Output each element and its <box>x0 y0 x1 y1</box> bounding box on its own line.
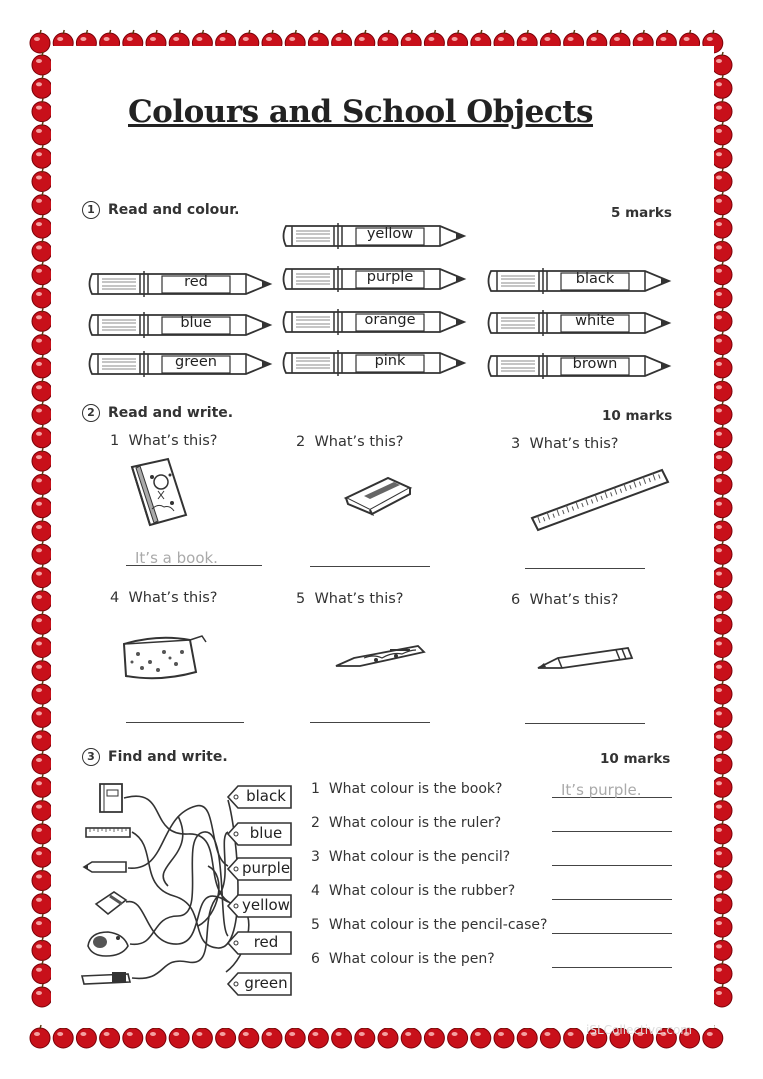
apple-icon <box>32 145 52 168</box>
tag-blue <box>226 821 294 847</box>
apple-icon <box>76 1025 96 1048</box>
question-number: 3 <box>311 849 320 865</box>
section-number: 2 <box>82 404 100 422</box>
apple-icon <box>32 611 52 634</box>
apple-icon <box>712 425 732 448</box>
apple-icon <box>32 192 52 215</box>
crayon-label: blue <box>180 315 212 331</box>
apple-icon <box>32 332 52 355</box>
find-question-4 <box>311 883 515 899</box>
tag-green <box>226 971 294 997</box>
apple-icon <box>712 565 732 588</box>
pen-icon <box>82 972 130 984</box>
apple-icon <box>712 728 732 751</box>
apple-icon <box>32 518 52 541</box>
apple-icon <box>712 541 732 564</box>
apple-icon <box>712 169 732 192</box>
apple-icon <box>712 914 732 937</box>
apple-icon <box>216 1025 236 1048</box>
apple-icon <box>712 262 732 285</box>
apple-icon <box>32 914 52 937</box>
apple-icon <box>32 798 52 821</box>
apple-icon <box>146 1025 166 1048</box>
watermark: iSLCollective.com <box>586 1023 692 1037</box>
q6-question: 6 What’s this? <box>511 592 619 608</box>
pencil-case-icon <box>88 932 128 956</box>
apple-icon <box>712 495 732 518</box>
question-text: What colour is the book? <box>328 781 503 797</box>
crayon-label: orange <box>364 312 416 328</box>
apple-icon <box>712 378 732 401</box>
apple-icon <box>32 402 52 425</box>
apple-icon <box>517 1025 537 1048</box>
apple-icon <box>32 728 52 751</box>
q1-sample-answer: It’s a book. <box>135 549 218 567</box>
crayon-label: white <box>575 313 615 329</box>
tag-red <box>226 930 294 956</box>
apple-icon <box>32 704 52 727</box>
q3-question: 3 What’s this? <box>511 436 619 452</box>
section-1-title: Read and colour. <box>108 202 240 218</box>
find-answer-line-2[interactable] <box>552 831 672 832</box>
apple-icon <box>540 1025 560 1048</box>
q3-answer-line[interactable] <box>525 568 645 569</box>
apple-icon <box>712 308 732 331</box>
apple-icon <box>712 984 732 1007</box>
apple-icon <box>32 471 52 494</box>
apple-icon <box>32 75 52 98</box>
find-answer-line-3[interactable] <box>552 865 672 866</box>
apple-icon <box>712 402 732 425</box>
apple-icon <box>308 1025 328 1048</box>
apple-icon <box>32 844 52 867</box>
apple-icon <box>192 1025 212 1048</box>
q6-answer-line[interactable] <box>525 723 645 724</box>
q1-answer-line[interactable] <box>126 565 262 566</box>
crayon-purple[interactable] <box>280 263 470 295</box>
question-text: What colour is the pencil? <box>328 849 511 865</box>
apple-icon <box>32 52 52 75</box>
crayon-yellow[interactable] <box>280 220 470 252</box>
apple-icon <box>30 1025 50 1048</box>
apple-icon <box>448 1025 468 1048</box>
apple-icon <box>712 122 732 145</box>
apple-icon <box>262 1025 282 1048</box>
apple-icon <box>32 378 52 401</box>
crayon-red[interactable] <box>86 268 276 300</box>
question-number: 5 <box>311 917 320 933</box>
pencil-icon <box>84 862 126 872</box>
apple-icon <box>712 448 732 471</box>
apple-icon <box>53 1025 73 1048</box>
find-question-6 <box>311 951 495 967</box>
apple-icon <box>712 75 732 98</box>
apple-icon <box>285 1025 305 1048</box>
apple-icon <box>712 891 732 914</box>
apple-icon <box>712 192 732 215</box>
q5-question: 5 What’s this? <box>296 591 404 607</box>
apple-icon <box>32 425 52 448</box>
tag-label: black <box>246 787 286 805</box>
section-2-marks: 10 marks <box>602 408 673 424</box>
apple-icon <box>712 937 732 960</box>
question-number: 6 <box>311 951 320 967</box>
section-1-marks: 5 marks <box>611 205 672 221</box>
crayon-label: pink <box>374 353 406 369</box>
apple-icon <box>239 1025 259 1048</box>
apple-icon <box>424 1025 444 1048</box>
section-2-heading <box>82 404 233 422</box>
apple-icon <box>32 774 52 797</box>
crayon-green[interactable] <box>86 348 276 380</box>
crayon-label: black <box>575 271 615 287</box>
book-icon <box>100 784 122 812</box>
apple-icon <box>712 52 732 75</box>
apple-icon <box>378 1025 398 1048</box>
apple-icon <box>703 1025 723 1048</box>
q1-question: 1 What’s this? <box>110 433 218 449</box>
apple-icon <box>32 821 52 844</box>
fq1-sample-answer: It’s purple. <box>561 781 642 799</box>
apple-icon <box>332 1025 352 1048</box>
question-number: 2 <box>311 815 320 831</box>
apple-icon <box>712 658 732 681</box>
apple-icon <box>32 448 52 471</box>
apple-icon <box>564 1025 584 1048</box>
find-answer-line-5[interactable] <box>552 933 672 934</box>
q4-question: 4 What’s this? <box>110 590 218 606</box>
apple-icon <box>712 332 732 355</box>
apple-icon <box>32 262 52 285</box>
apple-icon <box>471 1025 491 1048</box>
apple-icon <box>32 122 52 145</box>
ruler-icon <box>86 828 130 837</box>
ruler-icon <box>530 466 670 534</box>
question-number: 4 <box>311 883 320 899</box>
crayon-label: red <box>184 274 208 290</box>
question-text: What colour is the pencil-case? <box>328 917 548 933</box>
apple-icon <box>401 1025 421 1048</box>
pencil-case-icon <box>118 632 210 682</box>
book-icon <box>128 457 190 529</box>
apple-icon <box>32 238 52 261</box>
apple-icon <box>32 215 52 238</box>
apple-icon <box>494 1025 514 1048</box>
question-number: 1 <box>311 781 320 797</box>
crayon-black[interactable] <box>485 265 675 297</box>
apple-icon <box>32 635 52 658</box>
apple-icon <box>712 704 732 727</box>
apple-icon <box>32 751 52 774</box>
section-number: 3 <box>82 748 100 766</box>
apple-icon <box>32 984 52 1007</box>
crayon-blue[interactable] <box>86 309 276 341</box>
find-question-2 <box>311 815 501 831</box>
apple-icon <box>712 588 732 611</box>
pencil-icon <box>536 646 634 672</box>
section-number: 1 <box>82 201 100 219</box>
section-1-heading <box>82 201 239 219</box>
apple-icon <box>32 495 52 518</box>
apple-icon <box>32 937 52 960</box>
apple-icon <box>712 751 732 774</box>
apple-icon <box>32 588 52 611</box>
question-text: What colour is the rubber? <box>328 883 516 899</box>
tag-black <box>226 784 294 810</box>
apple-icon <box>169 1025 189 1048</box>
q4-answer-line[interactable] <box>126 722 244 723</box>
question-text: What colour is the ruler? <box>328 815 502 831</box>
apple-icon <box>712 518 732 541</box>
apple-icon <box>712 471 732 494</box>
tag-yellow <box>226 893 294 919</box>
tag-label: green <box>244 974 288 992</box>
crayon-label: purple <box>366 269 414 285</box>
crayon-orange[interactable] <box>280 306 470 338</box>
apple-icon <box>712 285 732 308</box>
crayon-brown[interactable] <box>485 350 675 382</box>
apple-icon <box>32 681 52 704</box>
section-2-title: Read and write. <box>108 405 234 421</box>
apple-icon <box>32 891 52 914</box>
tag-label: blue <box>249 824 283 842</box>
apple-icon <box>32 868 52 891</box>
apple-icon <box>32 308 52 331</box>
apple-icon <box>712 238 732 261</box>
q2-answer-line[interactable] <box>310 566 430 567</box>
apple-icon <box>712 215 732 238</box>
apple-icon <box>123 1025 143 1048</box>
section-3-marks: 10 marks <box>600 751 671 767</box>
apple-icon <box>712 145 732 168</box>
apple-icon <box>32 285 52 308</box>
crayon-pink[interactable] <box>280 347 470 379</box>
apple-icon <box>712 844 732 867</box>
crayon-label: yellow <box>366 226 414 242</box>
crayon-label: green <box>175 354 217 370</box>
crayon-label: brown <box>572 356 618 372</box>
apple-icon <box>712 821 732 844</box>
apple-icon <box>32 658 52 681</box>
rubber-icon <box>342 472 414 516</box>
apple-icon <box>30 30 50 53</box>
find-question-1 <box>311 781 502 797</box>
apple-icon <box>712 681 732 704</box>
apple-icon <box>32 355 52 378</box>
find-answer-line-4[interactable] <box>552 899 672 900</box>
tag-label: yellow <box>242 896 290 914</box>
apple-icon <box>32 169 52 192</box>
crayon-white[interactable] <box>485 307 675 339</box>
tag-label: red <box>253 933 279 951</box>
tag-purple <box>226 856 294 882</box>
question-text: What colour is the pen? <box>328 951 495 967</box>
apple-icon <box>712 635 732 658</box>
apple-icon <box>712 774 732 797</box>
apple-icon <box>355 1025 375 1048</box>
section-3-heading <box>82 748 228 766</box>
q2-question: 2 What’s this? <box>296 434 404 450</box>
find-question-5 <box>311 917 547 933</box>
q5-answer-line[interactable] <box>310 722 430 723</box>
apple-icon <box>712 99 732 122</box>
page-title: Colours and School Objects <box>128 94 594 130</box>
rubber-icon <box>96 892 126 914</box>
apple-icon <box>32 541 52 564</box>
apple-icon <box>712 868 732 891</box>
apple-icon <box>100 1025 120 1048</box>
apple-icon <box>32 99 52 122</box>
apple-icon <box>32 961 52 984</box>
apple-icon <box>32 565 52 588</box>
find-answer-line-6[interactable] <box>552 967 672 968</box>
apple-icon <box>712 355 732 378</box>
apple-icon <box>712 798 732 821</box>
apple-icon <box>712 611 732 634</box>
tag-label: purple <box>241 859 291 877</box>
section-3-title: Find and write. <box>108 749 228 765</box>
apple-icon <box>712 961 732 984</box>
find-question-3 <box>311 849 510 865</box>
pen-icon <box>334 644 426 670</box>
